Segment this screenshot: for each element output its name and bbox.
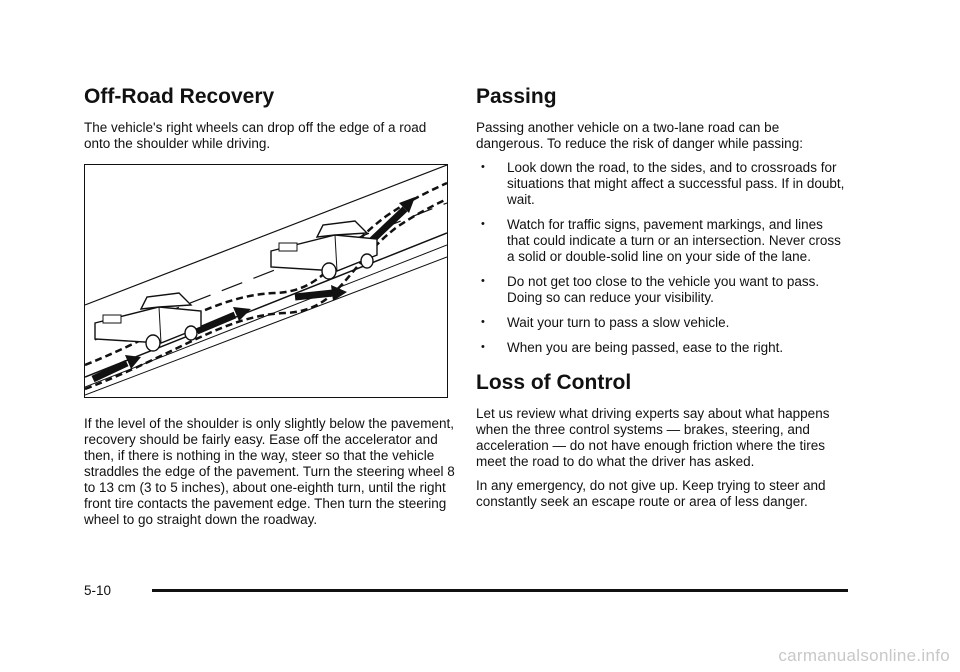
left-column (84, 84, 456, 536)
right-column (476, 84, 848, 518)
section-title-loss-of-control: Loss of Control (476, 371, 632, 394)
road-edge-far (85, 165, 447, 305)
off-road-recovery-illustration (84, 164, 448, 398)
watermark-text: carmanualsonline.info (778, 646, 950, 665)
list-item: • Look down the road, to the sides, and to crossroads for situations that might affect a successful pass. If in doubt, wait. (481, 160, 845, 207)
off-road-intro: The vehicle's right wheels can drop off the edge of a road onto the shoulder while driving. (84, 120, 427, 151)
bullet-icon: • (481, 341, 485, 353)
passing-intro: Passing another vehicle on a two-lane road can be dangerous. To reduce the risk of danger while passing: (476, 120, 803, 151)
passing-bullet-list (476, 160, 848, 356)
pickup-truck-front (271, 221, 377, 279)
loss-of-control-para-2: In any emergency, do not give up. Keep trying to steer and constantly seek an escape route or area of less danger. (476, 478, 826, 509)
list-item: • Wait your turn to pass a slow vehicle. (481, 315, 730, 330)
list-item: • When you are being passed, ease to the right. (481, 340, 784, 355)
recovery-path-lower (85, 199, 447, 389)
arrow-shaft-3 (295, 293, 333, 297)
section-title-off-road-recovery: Off-Road Recovery (84, 85, 275, 108)
footer-rule (152, 589, 848, 592)
arrow-shaft-2 (197, 315, 235, 331)
section-title-passing: Passing (476, 85, 557, 108)
bullet-icon: • (481, 316, 485, 328)
bullet-icon: • (481, 275, 485, 287)
pickup-truck-rear (95, 293, 201, 351)
bullet-icon: • (481, 218, 485, 230)
list-item: • Watch for traffic signs, pavement markings, and lines that could indicate a turn or an intersection. Never cross a solid or double-solid line on your side of the lane. (481, 217, 841, 264)
road-diagram-svg (85, 165, 447, 397)
list-item: • Do not get too close to the vehicle you want to pass. Doing so can reduce your visibility. (481, 274, 820, 305)
pavement-edge (85, 233, 447, 377)
off-road-body: If the level of the shoulder is only slightly below the pavement, recovery should be fairly easy. Ease off the accelerator and then, if there is nothing in the way, steer so that the vehicle straddles the edge of the pavement. Turn the steering wheel 8 to 13 cm (3 to 5 inches), about one-eighth turn, until the right front tire contacts the pavement edge. Then turn the steering wheel to go straight down the roadway. (84, 416, 455, 527)
loss-of-control-para-1: Let us review what driving experts say about what happens when the three control systems — brakes, steering, and acceleration — do not have enough friction where the tires meet the road to do what the driver has asked. (476, 406, 830, 469)
page-number: 5-10 (84, 583, 112, 598)
bullet-icon: • (481, 161, 485, 173)
